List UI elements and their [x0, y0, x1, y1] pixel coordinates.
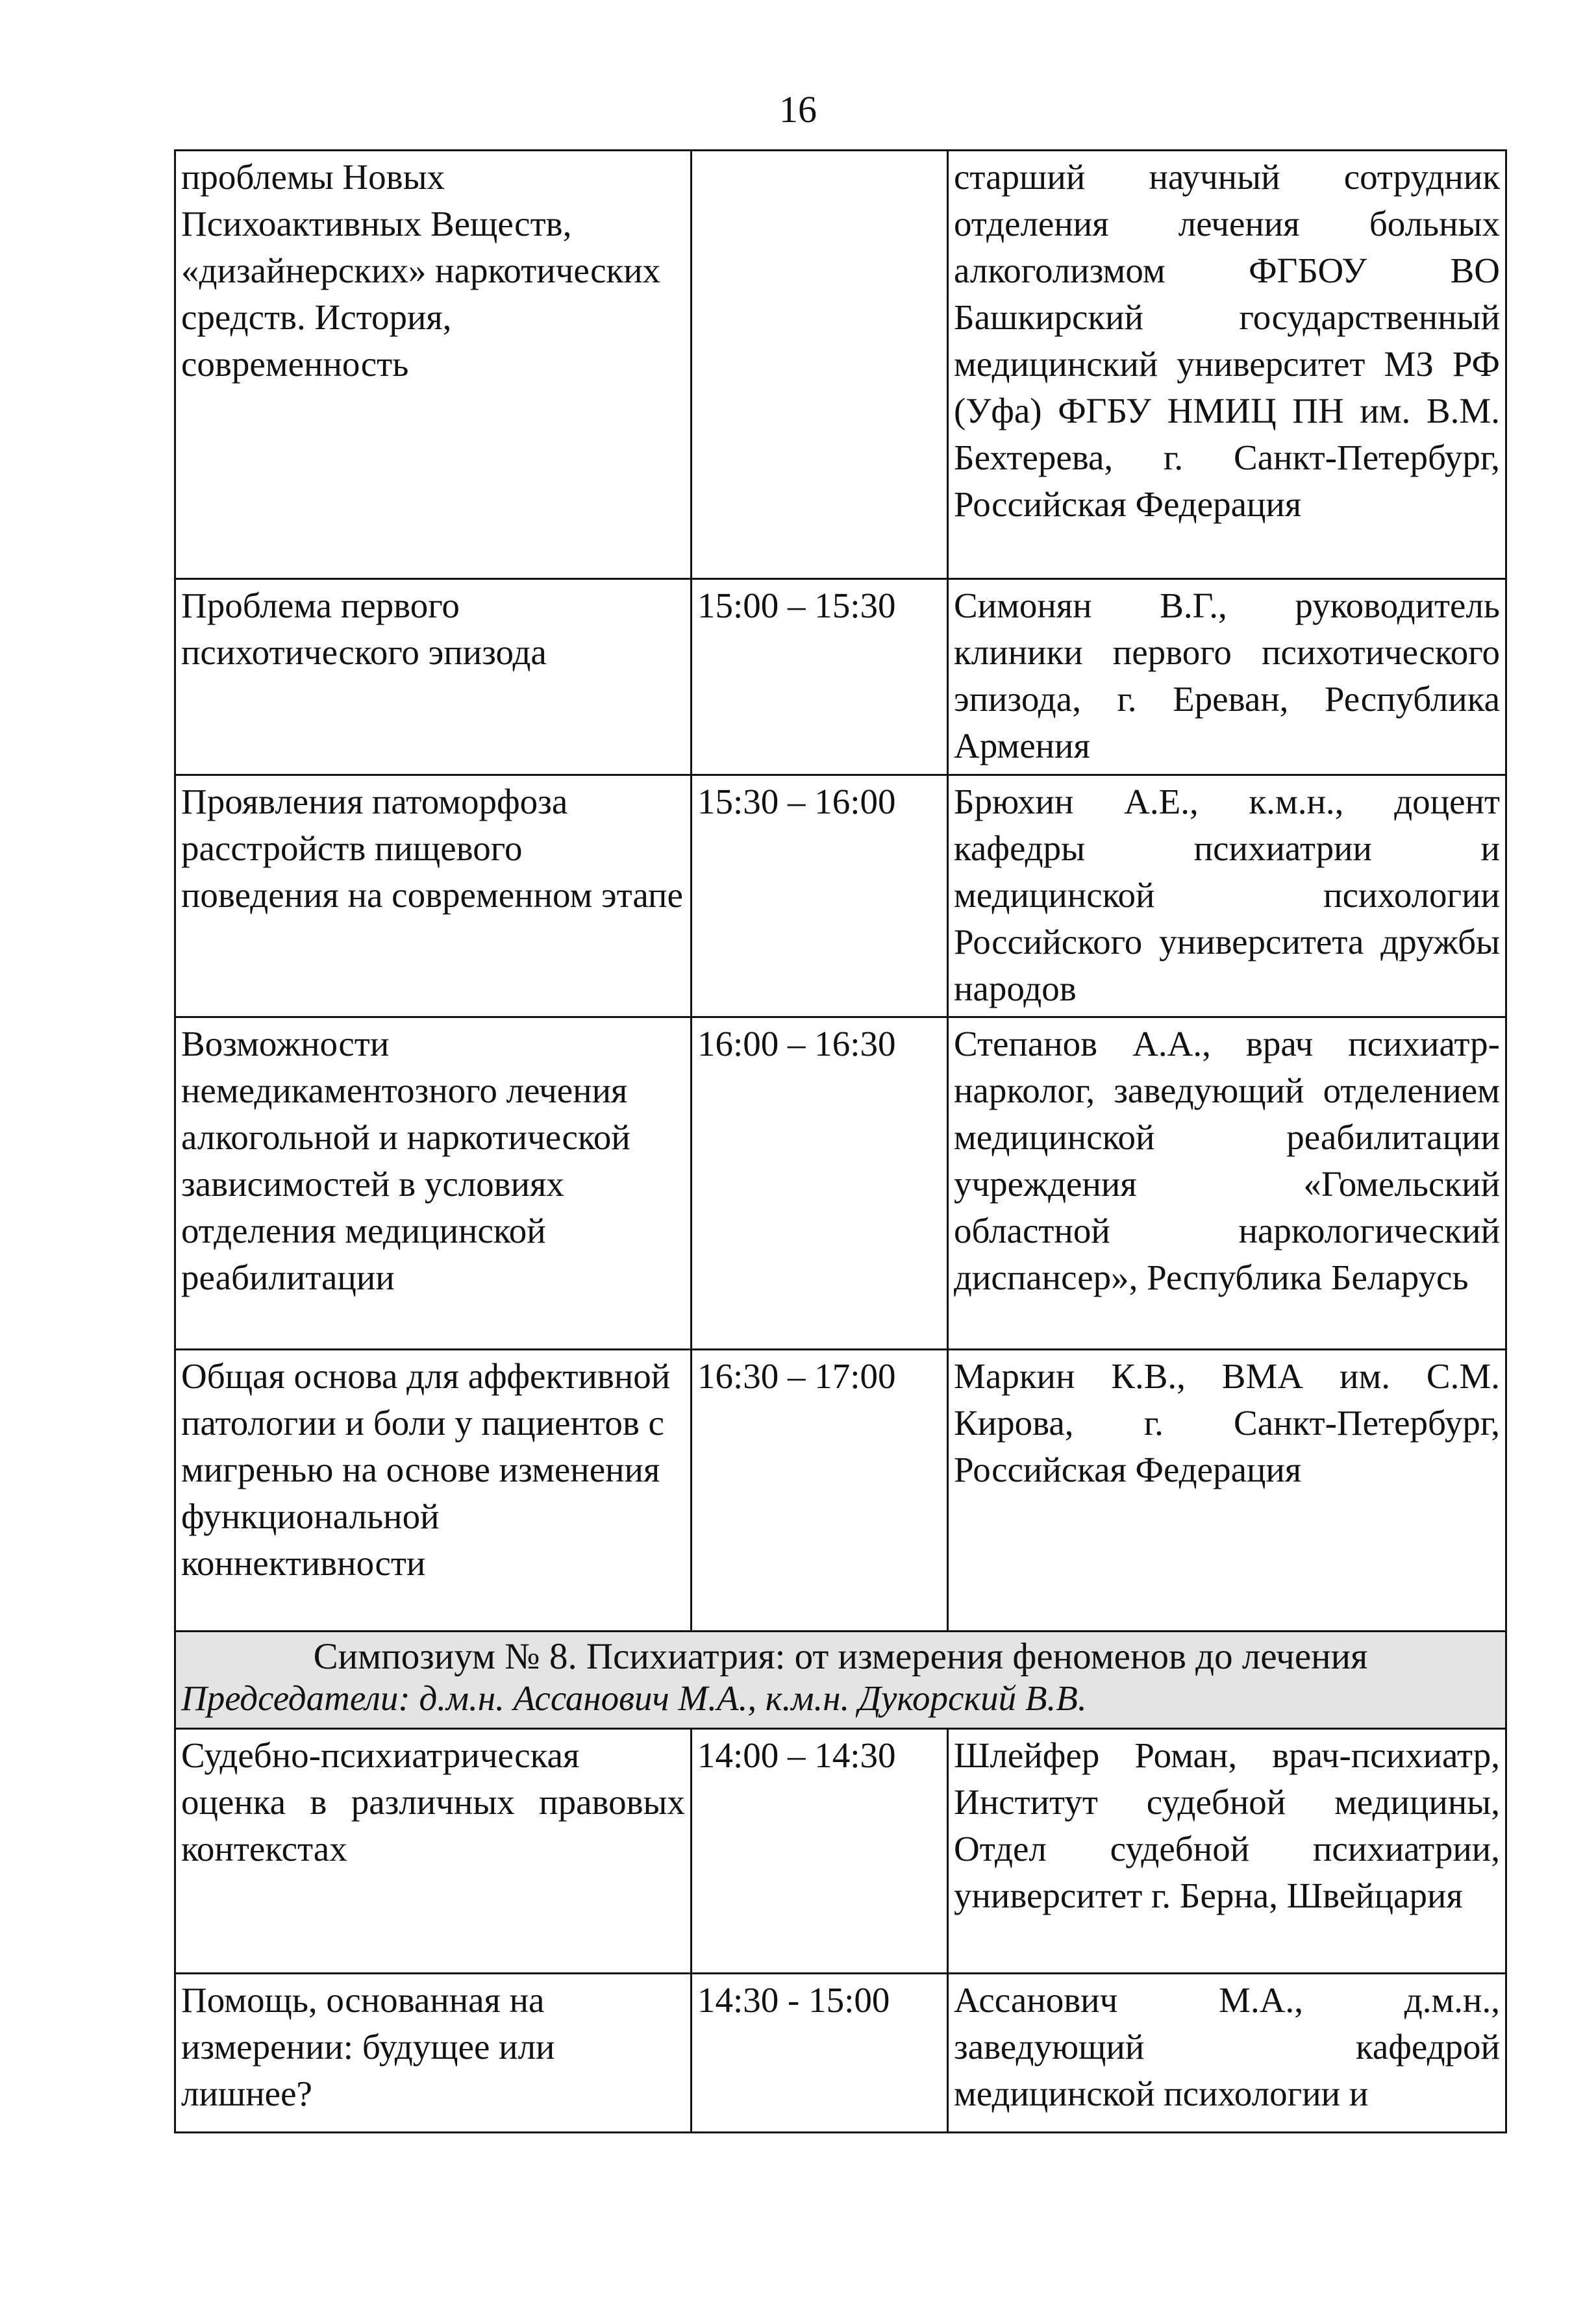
symposium-header-cell	[175, 1632, 1506, 1729]
topic-cell: Общая основа для аффективной патологии и боли у пациентов с мигренью на основе изменения функциональной коннективности	[175, 1350, 692, 1632]
time-cell: 14:00 – 14:30	[692, 1729, 948, 1974]
speaker-cell: Симонян В.Г., руководитель клиники первого психотического эпизода, г. Ереван, Республика Армения	[948, 579, 1506, 775]
page-number: 16	[779, 88, 817, 130]
symposium-header-row	[175, 1632, 1506, 1729]
speaker-cell: Брюхин А.Е., к.м.н., доцент кафедры психиатрии и медицинской психологии Российского университета дружбы народов	[948, 775, 1506, 1017]
speaker-cell: Ассанович М.А., д.м.н., заведующий кафедрой медицинской психологии и	[948, 1974, 1506, 2133]
table-row	[175, 151, 1506, 579]
topic-cell: Проявления патоморфоза расстройств пищевого поведения на современном этапе	[175, 775, 692, 1017]
topic-cell: проблемы Новых Психоактивных Веществ, «дизайнерских» наркотических средств. История, современность	[175, 151, 692, 579]
time-cell: 14:30 - 15:00	[692, 1974, 948, 2133]
speaker-cell: Маркин К.В., ВМА им. С.М. Кирова, г. Санкт-Петербург, Российская Федерация	[948, 1350, 1506, 1632]
speaker-cell: Шлейфер Роман, врач-психиатр, Институт судебной медицины, Отдел судебной психиатрии, университет г. Берна, Швейцария	[948, 1729, 1506, 1974]
symposium-chairs: Председатели: д.м.н. Ассанович М.А., к.м.н. Дукорский В.В.	[181, 1678, 1087, 1718]
topic-cell: Проблема первого психотического эпизода	[175, 579, 692, 775]
table-row	[175, 1974, 1506, 2133]
table-row	[175, 775, 1506, 1017]
table-row	[175, 579, 1506, 775]
time-cell: 15:00 – 15:30	[692, 579, 948, 775]
time-cell: 16:00 – 16:30	[692, 1017, 948, 1350]
program-table	[174, 149, 1507, 2133]
time-cell: 16:30 – 17:00	[692, 1350, 948, 1632]
speaker-cell: Степанов А.А., врач психиатр-нарколог, заведующий отделением медицинской реабилитации учреждения «Гомельский областной наркологический диспансер», Республика Беларусь	[948, 1017, 1506, 1350]
topic-cell: Возможности немедикаментозного лечения алкогольной и наркотической зависимостей в условиях отделения медицинской реабилитации	[175, 1017, 692, 1350]
table-row	[175, 1017, 1506, 1350]
topic-cell: Судебно-психиатрическая оценка в различных правовых контекстах	[175, 1729, 692, 1974]
time-cell: 15:30 – 16:00	[692, 775, 948, 1017]
topic-cell: Помощь, основанная на измерении: будущее или лишнее?	[175, 1974, 692, 2133]
speaker-cell: старший научный сотрудник отделения лечения больных алкоголизмом ФГБОУ ВО Башкирский государственный медицинский университет МЗ РФ (Уфа) ФГБУ НМИЦ ПН им. В.М. Бехтерева, г. Санкт-Петербург, Российская Федерация	[948, 151, 1506, 579]
table-row	[175, 1729, 1506, 1974]
symposium-title: Симпозиум № 8. Психиатрия: от измерения феноменов до лечения	[313, 1636, 1368, 1677]
time-cell	[692, 151, 948, 579]
table-row	[175, 1350, 1506, 1632]
